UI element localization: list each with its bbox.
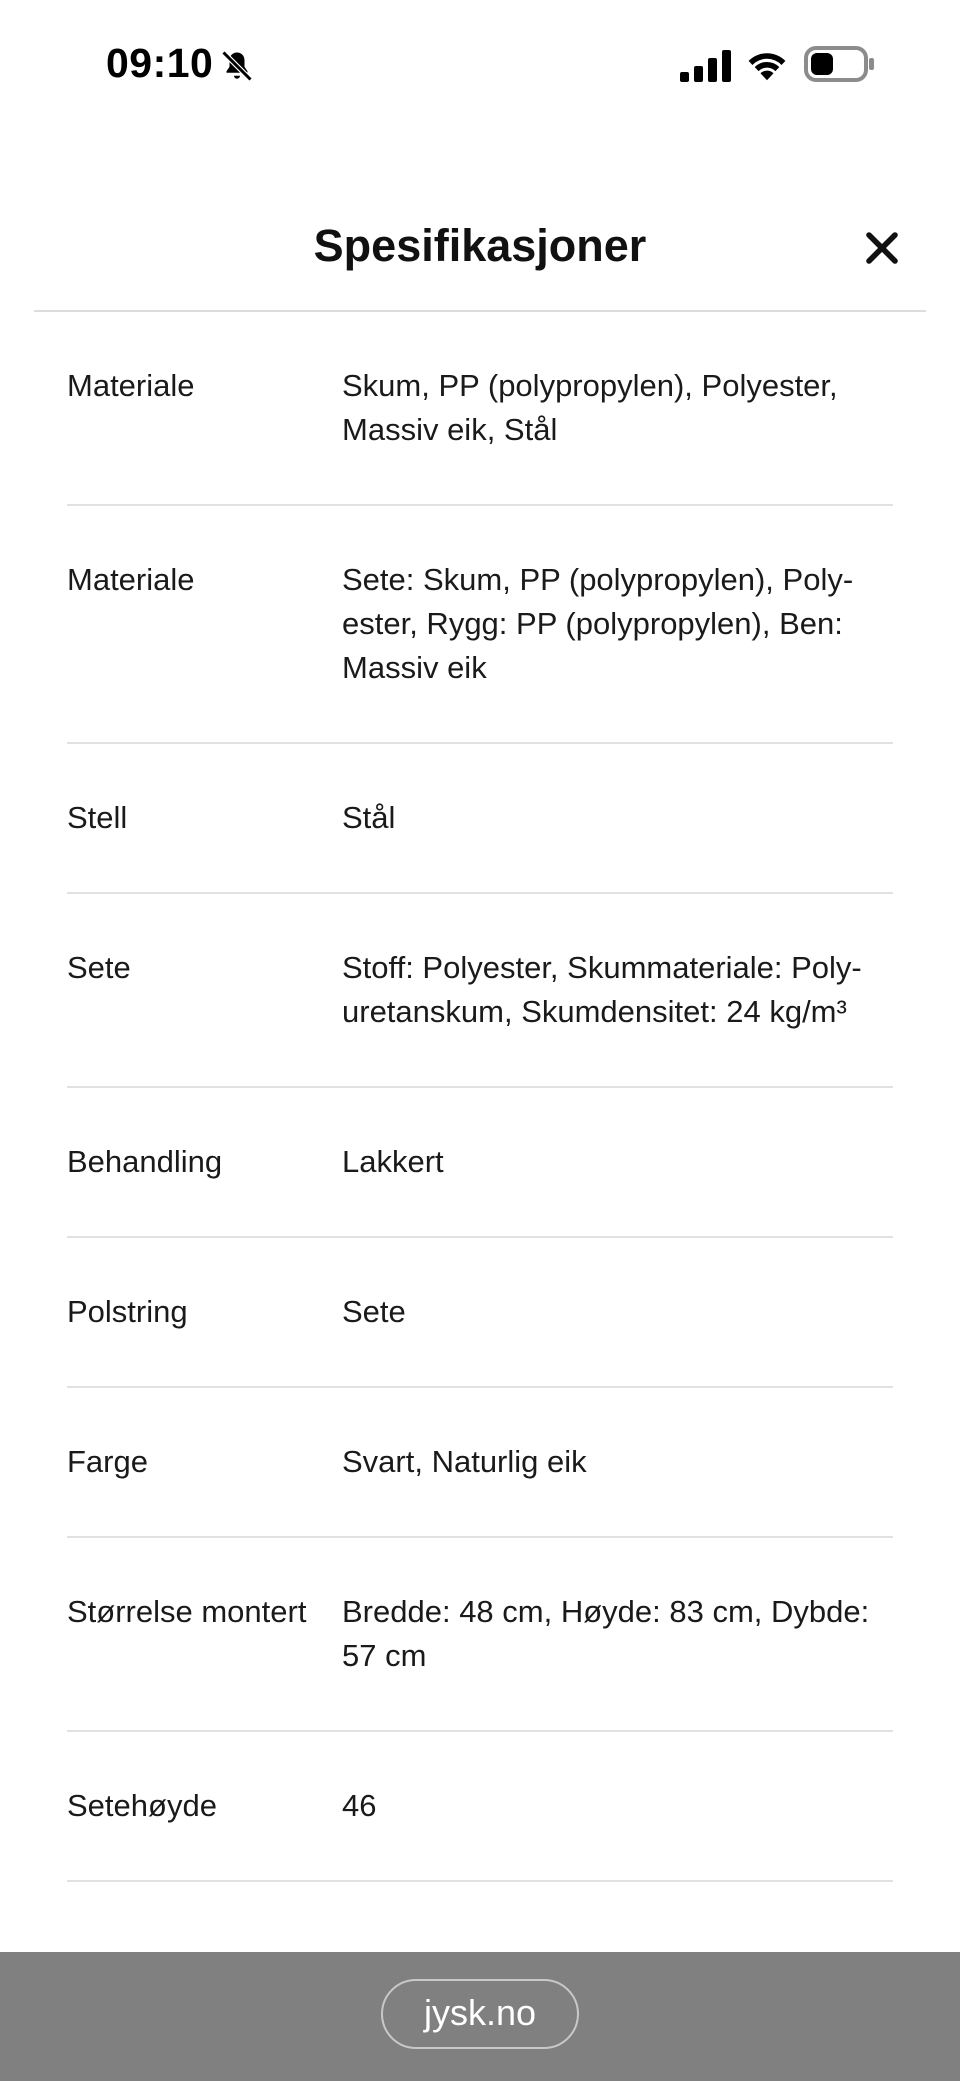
- spec-value: Svart, Naturlig eik: [342, 1444, 587, 1479]
- modal-header: [34, 190, 926, 312]
- spec-value: Skum, PP (polypropylen), Polyester, Massiv eik, Stål: [342, 368, 838, 447]
- spec-row-behandling: [67, 1088, 893, 1238]
- spec-label: Behandling: [67, 1144, 223, 1179]
- wifi-icon: [744, 46, 790, 82]
- cellular-signal-icon: [680, 50, 732, 82]
- close-icon[interactable]: [862, 228, 902, 268]
- spec-row-materiale: [67, 312, 893, 506]
- spec-value: Sete: Skum, PP (polypropylen), Poly- ester, Rygg: PP (polypropylen), Ben: Massiv eik: [342, 562, 854, 685]
- spec-label: Materiale: [67, 368, 195, 403]
- spec-label: Setehøyde: [67, 1788, 217, 1823]
- spec-value: 46: [342, 1788, 377, 1823]
- status-time: 09:10: [106, 40, 214, 86]
- spec-label: Polstring: [67, 1294, 188, 1329]
- status-bar: [0, 0, 960, 130]
- battery-icon: [804, 46, 876, 82]
- spec-label: Farge: [67, 1444, 148, 1479]
- spec-row-setehoyde: [67, 1732, 893, 1882]
- spec-row-sete: [67, 894, 893, 1088]
- spec-label: Materiale: [67, 562, 195, 597]
- spec-label: Stell: [67, 800, 128, 835]
- bell-slash-icon: [219, 48, 255, 84]
- spec-value: Stoff: Polyester, Skummateriale: Poly- uretanskum, Skumdensitet: 24 kg/m³: [342, 950, 862, 1029]
- url-bar[interactable]: jysk.no: [381, 1979, 579, 2049]
- spec-value: Lakkert: [342, 1144, 444, 1179]
- spec-row-farge: [67, 1388, 893, 1538]
- spec-label: Størrelse montert: [67, 1594, 307, 1629]
- browser-bottom-bar: [0, 1952, 960, 2081]
- spec-row-materiale-detail: [67, 506, 893, 744]
- spec-row-polstring: [67, 1238, 893, 1388]
- spec-value: Sete: [342, 1294, 406, 1329]
- spec-value: Stål: [342, 800, 396, 835]
- spec-row-storrelse-montert: [67, 1538, 893, 1732]
- spec-list: [67, 312, 893, 1882]
- spec-row-stell: [67, 744, 893, 894]
- modal-title: Spesifikasjoner: [313, 220, 647, 271]
- spec-label: Sete: [67, 950, 131, 985]
- spec-value: Bredde: 48 cm, Høyde: 83 cm, Dybde: 57 cm: [342, 1594, 870, 1673]
